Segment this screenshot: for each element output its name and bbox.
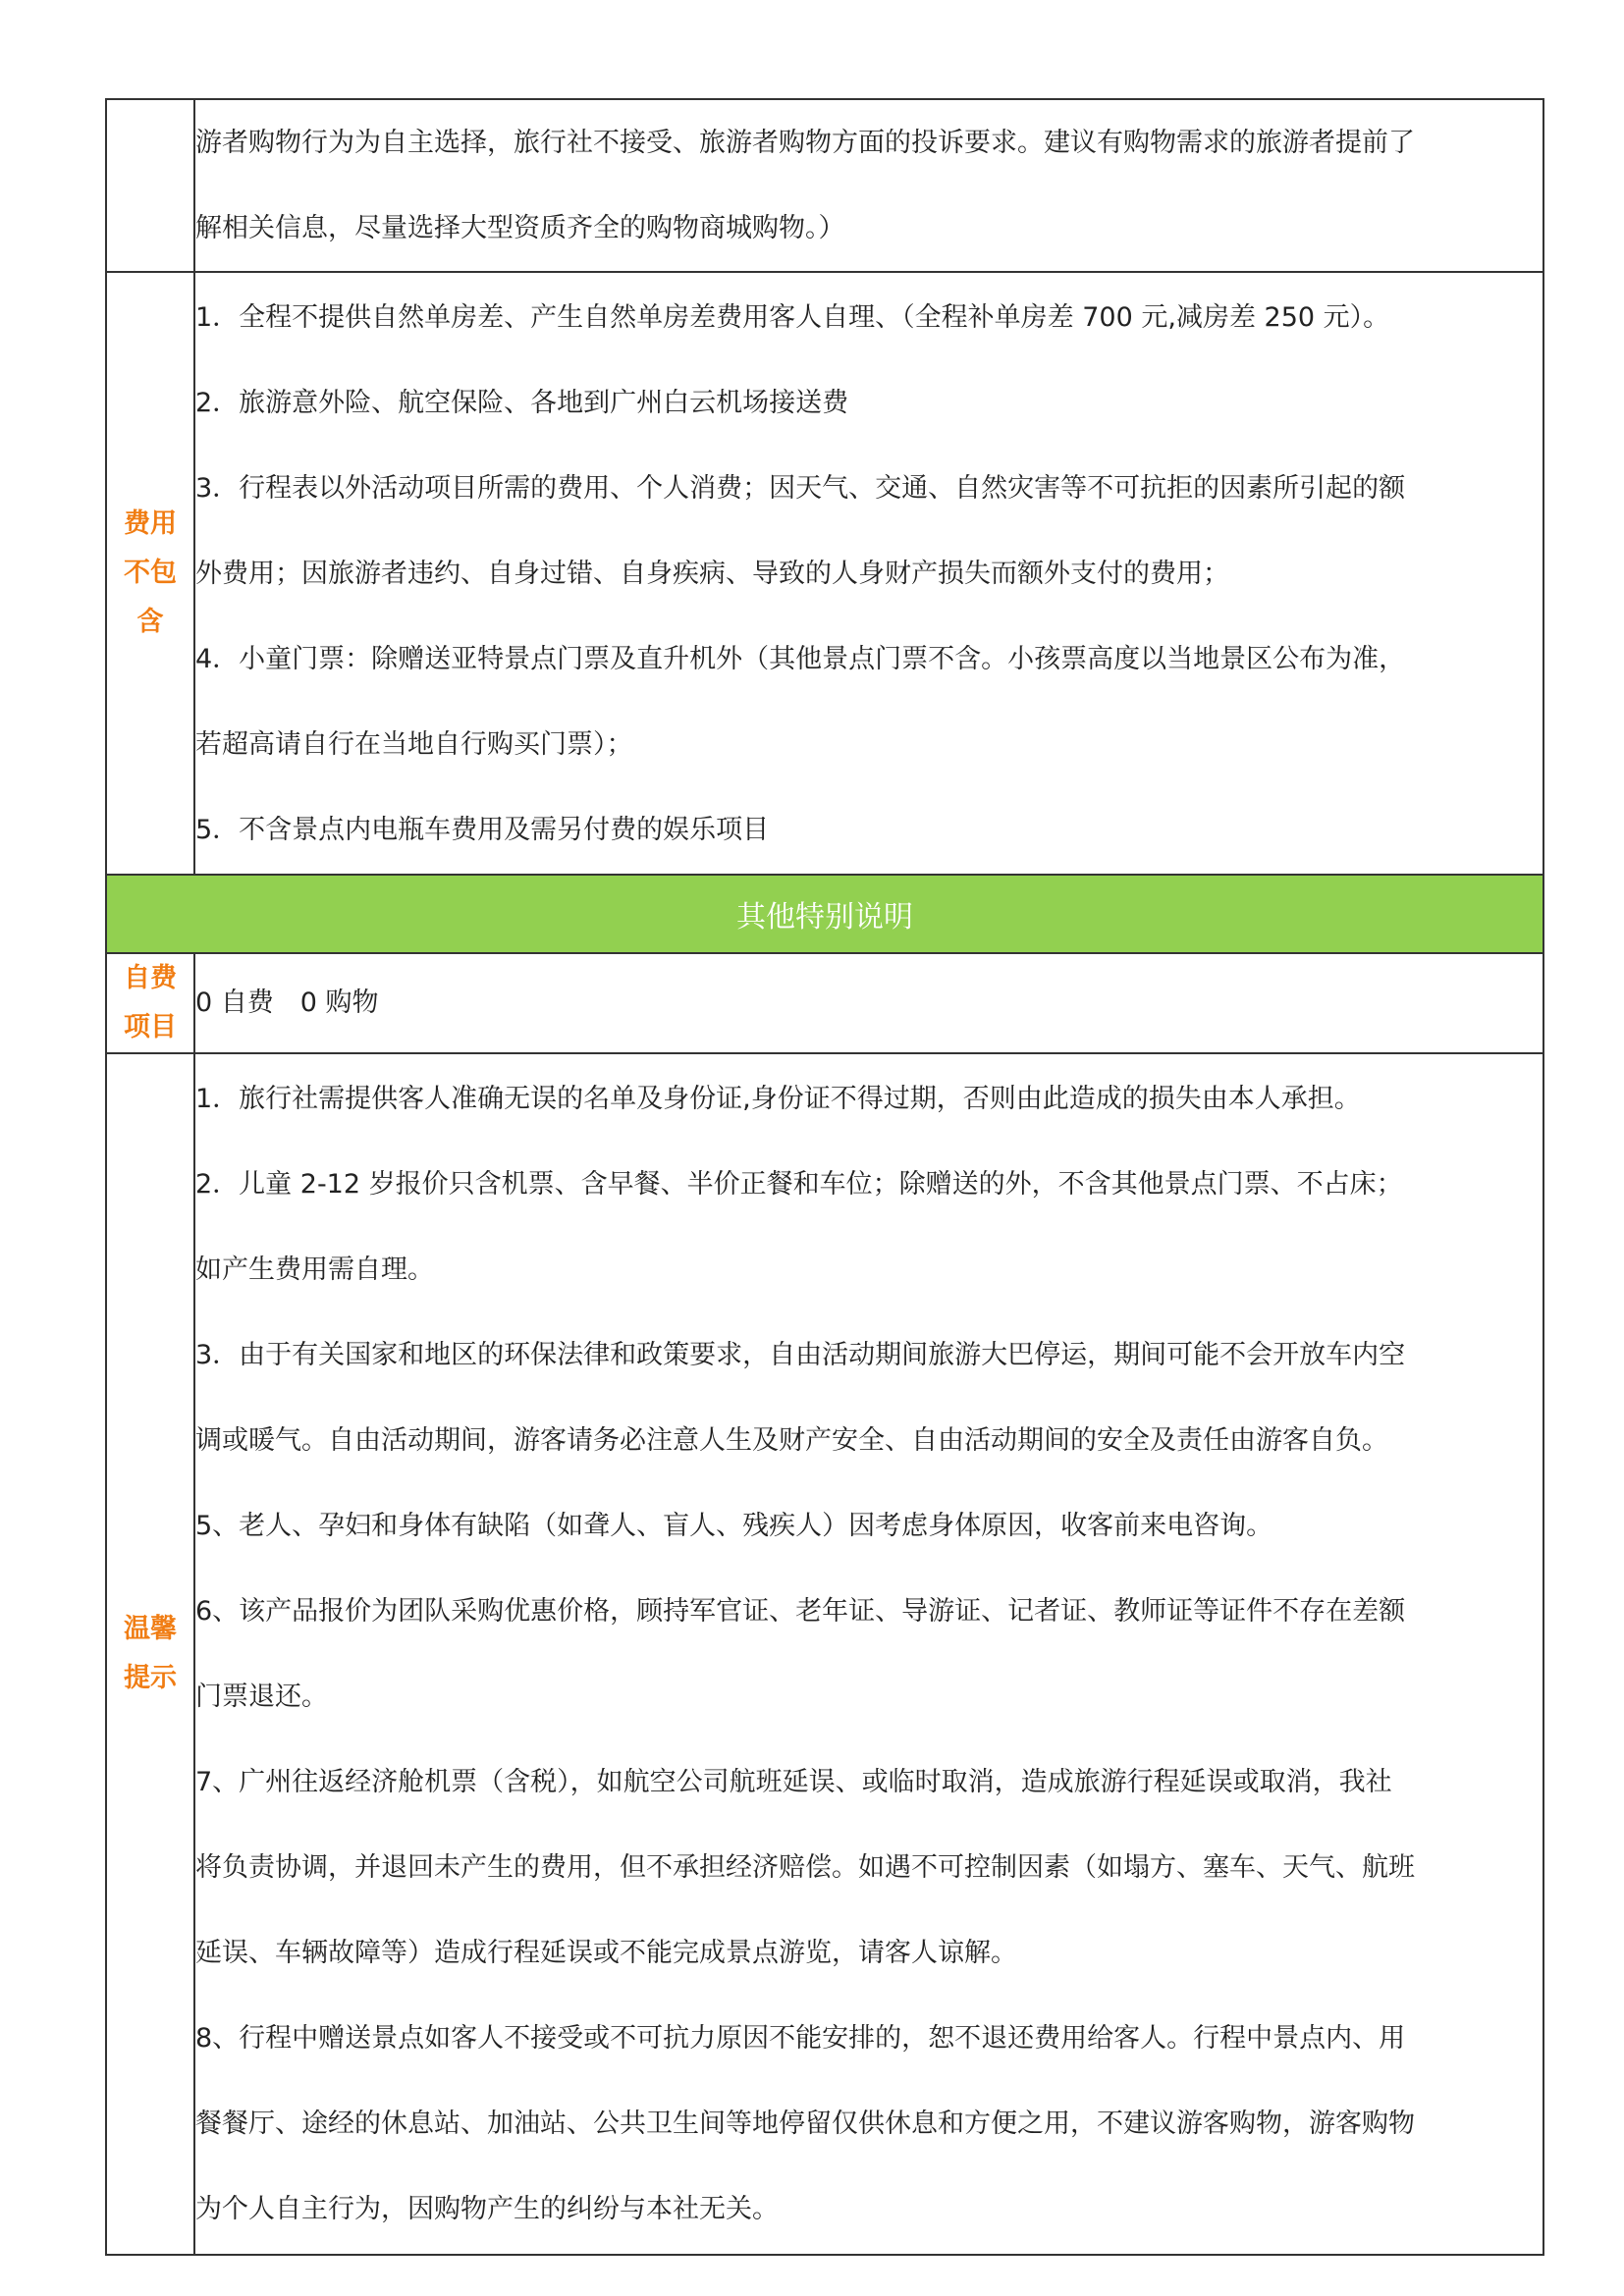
section-title: 其他特别说明 xyxy=(106,875,1543,953)
self-pay-label-line: 自费 xyxy=(124,963,177,993)
tips-content xyxy=(194,1053,1543,2255)
fee-excluded-item: 外费用；因旅游者违约、自身过错、自身疾病、导致的人身财产损失而额外支付的费用； xyxy=(195,558,1229,589)
tips-item: 餐餐厅、途经的休息站、加油站、公共卫生间等地停留仅供休息和方便之用，不建议游客购物，游客购物 xyxy=(195,2109,1415,2139)
tips-label-line: 提示 xyxy=(124,1663,177,1693)
tips-item: 3．由于有关国家和地区的环保法律和政策要求，自由活动期间旅游大巴停运，期间可能不会开放车内空 xyxy=(195,1340,1406,1370)
continuation-content-cell xyxy=(194,99,1543,272)
fee-excluded-item: 3．行程表以外活动项目所需的费用、个人消费；因天气、交通、自然灾害等不可抗拒的因素所引起的额 xyxy=(195,472,1406,504)
tips-item: 7、广州往返经济舱机票（含税），如航空公司航班延误、或临时取消，造成旅游行程延误或取消，我社 xyxy=(195,1767,1392,1797)
tips-label-line: 温馨 xyxy=(124,1614,177,1644)
fee-excluded-label xyxy=(106,272,194,875)
itinerary-notes-table xyxy=(105,98,1544,2256)
fee-excluded-item: 2．旅游意外险、航空保险、各地到广州白云机场接送费 xyxy=(195,387,849,418)
self-pay-label xyxy=(106,953,194,1053)
tips-row xyxy=(106,1053,1543,2255)
tips-item: 为个人自主行为，因购物产生的纠纷与本社无关。 xyxy=(195,2194,779,2224)
tips-item: 将负责协调，并退回未产生的费用，但不承担经济赔偿。如遇不可控制因素（如塌方、塞车、天气、航班 xyxy=(195,1852,1415,1883)
continuation-label-cell xyxy=(106,99,194,272)
fee-excluded-row xyxy=(106,272,1543,875)
fee-excluded-item: 若超高请自行在当地自行购买门票）； xyxy=(195,728,633,760)
tips-item: 门票退还。 xyxy=(195,1682,328,1712)
tips-item: 延误、车辆故障等）造成行程延误或不能完成景点游览，请客人谅解。 xyxy=(195,1938,1017,1968)
tips-item: 8、行程中赠送景点如客人不接受或不可抗力原因不能安排的，恕不退还费用给客人。行程中景点内、用 xyxy=(195,2023,1406,2054)
tips-item: 6、该产品报价为团队采购优惠价格，顾持军官证、老年证、导游证、记者证、教师证等证件不存在差额 xyxy=(195,1596,1406,1627)
fee-excluded-label-line: 费用 xyxy=(124,508,177,539)
fee-excluded-item: 1．全程不提供自然单房差、产生自然单房差费用客人自理、（全程补单房差 700 元,减房差 250 元）。 xyxy=(195,301,1390,333)
tips-item: 调或暖气。自由活动期间，游客请务必注意人生及财产安全、自由活动期间的安全及责任由游客自负。 xyxy=(195,1425,1388,1456)
tips-item: 5、老人、孕妇和身体有缺陷（如聋人、盲人、残疾人）因考虑身体原因，收客前来电咨询。 xyxy=(195,1511,1273,1541)
fee-excluded-item: 5．不含景点内电瓶车费用及需另付费的娱乐项目 xyxy=(195,814,770,845)
section-header-row xyxy=(106,875,1543,953)
fee-excluded-item: 4．小童门票：除赠送亚特景点门票及直升机外（其他景点门票不含。小孩票高度以当地景区公布为准， xyxy=(195,643,1406,674)
self-pay-label-line: 项目 xyxy=(124,1012,177,1042)
self-pay-row xyxy=(106,953,1543,1053)
fee-excluded-label-line: 不包 xyxy=(124,558,177,588)
continuation-line: 游者购物行为为自主选择，旅行社不接受、旅游者购物方面的投诉要求。建议有购物需求的旅游者提前了 xyxy=(195,128,1415,158)
self-pay-content xyxy=(194,953,1543,1053)
continuation-line: 解相关信息，尽量选择大型资质齐全的购物商城购物。） xyxy=(195,213,845,243)
continuation-row xyxy=(106,99,1543,272)
tips-item: 2．儿童 2-12 岁报价只含机票、含早餐、半价正餐和车位；除赠送的外，不含其他景点门票、不占床； xyxy=(195,1169,1403,1200)
fee-excluded-content xyxy=(194,272,1543,875)
tips-item: 1．旅行社需提供客人准确无误的名单及身份证,身份证不得过期，否则由此造成的损失由本人承担。 xyxy=(195,1084,1361,1114)
tips-item: 如产生费用需自理。 xyxy=(195,1255,434,1285)
self-pay-text: 0 自费 0 购物 xyxy=(195,988,379,1018)
fee-excluded-label-line: 含 xyxy=(136,607,164,637)
tips-label xyxy=(106,1053,194,2255)
